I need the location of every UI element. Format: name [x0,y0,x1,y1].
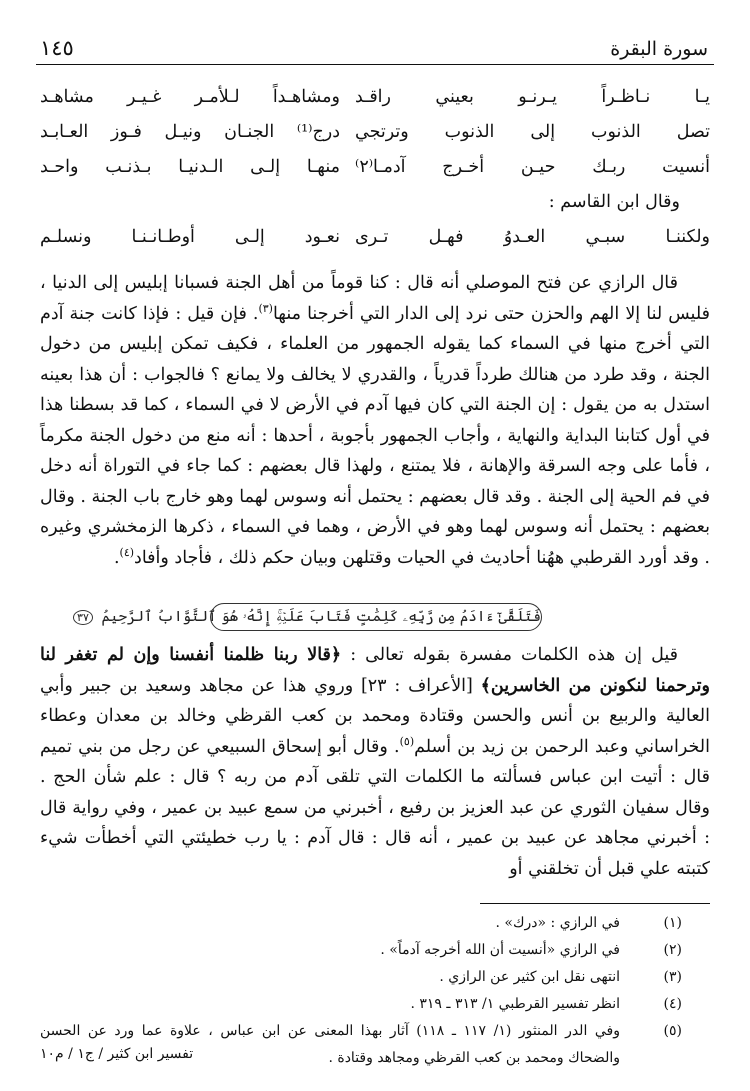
footnote-ref[interactable]: (٤) [119,545,135,559]
ibn-qasim-intro: وقال ابن القاسم : [548,192,680,212]
footnote-text: انظر تفسير القرطبي ١/ ٣١٣ ـ ٣١٩ . [410,996,620,1012]
footnote-marker: (٣) [663,969,682,985]
paragraph-text: . وقال أبو إسحاق السبيعي عن رجل من بني تميم قال : أتيت ابن عباس فسألته ما الكلمات التي تلقى آدم من ربه ؟ قال : علم شأن الحج . وقال سفيان الثوري عن عبد العزيز بن رفيع ، أخبرني من سمع عبيد بن عمير ، وفي رواية قال : أخبرني مجاهد عن عبيد بن عمير ، أنه قال : قال آدم : يا رب خطيئتي التي أخطأت شيء كتبته علي قبل أن تخلقني أو [40,736,710,879]
verse-second-hemistich: منهـا إلـى الـدنيـا بـذنـب واحـد [40,157,340,177]
footnote [40,937,710,964]
verse-line [40,80,710,115]
verse-second-hemistich: ومشاهـداً لـلأمـر غـيـر مشاهـد [40,87,340,107]
footnote-marker: (٥) [663,1023,682,1039]
paragraph-text: . فإن قيل : فإذا كانت جنة آدم التي أخرج منها في السماء كما يقوله الجمهور من العلماء ، فكيف تمكن إبليس من دخول الجنة ، وقد طرد من هنالك طرداً قدرياً ، والقدري لا يخالف ولا يمانع ؟ فالجواب : أن هذا بعينه استدل به من يقول : إن الجنة التي كان فيها آدم في الأرض لا في السماء ، كما قد بسطنا هذا في أول كتابنا البداية والنهاية ، وأجاب الجمهور بأجوبة ، أحدها : أنه منع من دخول الجنة مكرماً ، فأما على وجه السرقة والإهانة ، فلا يمتنع ، ولهذا قال بعضهم : كما جاء في التوراة أنه دخل في فم الحية إلى الجنة . وقد قال بعضهم : يحتمل أنه وسوس لهما وهو خارج باب الجنة . وقال بعضهم : يحتمل أنه وسوس لهما وهو في الأرض ، وهما في السماء ، ذكرها الزمخشري وغيره . وقد أورد القرطبي ههُنا أحاديث في الحيات وقتلهن وبيان حكم ذلك ، فأجاد وأفاد [40,303,710,568]
ayah-banner [77,603,542,631]
footnote-marker: (٤) [663,996,682,1012]
verse-line [40,150,710,185]
footnote-text: في الرازي : «درك» . [495,915,620,931]
footnote [40,991,710,1018]
footnote-text: انتهى نقل ابن كثير عن الرازي . [439,969,620,985]
footnote [40,910,710,937]
ayah-text: فَتَلَقَّىٰٓ ءَادَمُ مِن رَّبِّهِۦ كَلِمَٰتٍ فَتَابَ عَلَيۡهِۚ إِنَّهُۥ هُوَ ٱلتَّوَّابُ ٱلرَّحِيمُ [101,609,541,625]
footnote [40,1018,710,1072]
signature-footer: تفسير ابن كثير / ج١ / م١٠ [40,1046,194,1062]
verse-first-hemistich: ولكننـا سبـي العـدوُ فهـل تـرى [355,227,710,247]
footnote-marker: (٢) [663,942,682,958]
verse-second-hemistich: درج⁽¹⁾ الجنـان ونيـل فـوز العـابـد [40,122,340,142]
paragraph-kalimat [40,640,710,884]
footnote-text: في الرازي «أنسيت أن الله أخرجه آدماً» . [380,942,620,958]
verse-first-hemistich: يـا نـاظـراً يـرنـو بعيني راقـد [355,87,710,107]
footnote-rule [480,903,710,904]
paragraph-text: قيل إن هذه الكلمات مفسرة بقوله تعالى : [341,645,678,665]
paragraph-razi: قال الرازي عن فتح الموصلي أنه قال : كنا قوماً من أهل الجنة فسبانا إبليس إلى الدنيا ، فليس لنا إلا الهم والحزن حتى نرد إلى الدار التي أخرجنا منها$^{(٣)}$. فإن قيل : فإذا كانت جنة آدم التي أخرج منها في السماء كما يقوله الجمهور من العلماء ، فكيف تمكن إبليس من دخول الجنة ، وقد طرد من هنالك طرداً قدرياً ، والقدري لا يخالف ولا يمانع ؟ فالجواب : أن هذا بعينه استدل به من يقول : إن الجنة التي كان فيها آدم في الأرض لا في السماء ، كما قد بسطنا هذا في أول كتابنا البداية والنهاية ، وأجاب الجمهور بأجوبة ، أحدها : أنه منع من دخول الجنة مكرماً ، فأما على وجه السرقة والإهانة ، فلا يمتنع ، ولهذا قال بعضهم : كما جاء في التوراة أنه دخل في فم الحية إلى الجنة . وقد قال بعضهم : يحتمل أنه وسوس لهما وهو خارج باب الجنة . وقال بعضهم : يحتمل أنه وسوس لهما وهو في الأرض ، وهما في السماء ، ذكرها الزمخشري وغيره . وقد أورد القرطبي ههُنا أحاديث في الحيات وقتلهن وبيان حكم ذلك ، فأجاد وأفاد$^{(٤)}$. [40,273,710,568]
footnote-marker: (١) [663,915,682,931]
verse-first-hemistich: أنسيت ربـك حيـن أخـرج آدمـا⁽٢⁾ [355,157,710,177]
verse-first-hemistich: تصل الذنوب إلى الذنوب وترتجي [355,122,710,142]
verse-line [40,115,710,150]
header-rule [36,64,714,65]
page-number: ١٤٥ [40,36,74,60]
paragraph-text: قال الرازي عن فتح الموصلي أنه قال : كنا قوماً من أهل الجنة فسبانا إبليس إلى الدنيا ، فليس لنا إلا الهم والحزن حتى نرد إلى الدار التي أخرجنا منها [40,273,710,324]
footnote [40,964,710,991]
verse-second-hemistich: نعـود إلـى أوطـانـنـا ونسلـم [40,227,340,247]
verse-line [40,220,710,255]
paragraph-text: [الأعراف : ٢٣] وروي هذا عن مجاهد وسعيد بن جبير وأبي العالية والربيع بن أنس والحسن وقتادة ومحمد بن كعب القرظي وخالد بن معدان وعطاء الخراساني وعبد الرحمن بن زيد بن أسلم [40,675,710,757]
footnote-ref[interactable]: (٥) [399,734,415,748]
footnote-ref[interactable]: (٣) [258,301,273,315]
poem-block [40,80,710,255]
ayah-number: ٣٧ [73,610,93,625]
quran-quote: ﴿قالا ربنا ظلمنا أنفسنا وإن لم تغفر لنا وترحمنا لنكونن من الخاسرين﴾ [40,645,710,696]
surah-title: سورة البقرة [610,38,708,60]
footnote-text: وفي الدر المنثور (١/ ١١٧ ـ ١١٨) آثار بهذا المعنى عن ابن عباس ، علاوة عما ورد عن الحسن والضحاك ومحمد بن كعب القرظي ومجاهد وقتادة . [40,1023,620,1066]
